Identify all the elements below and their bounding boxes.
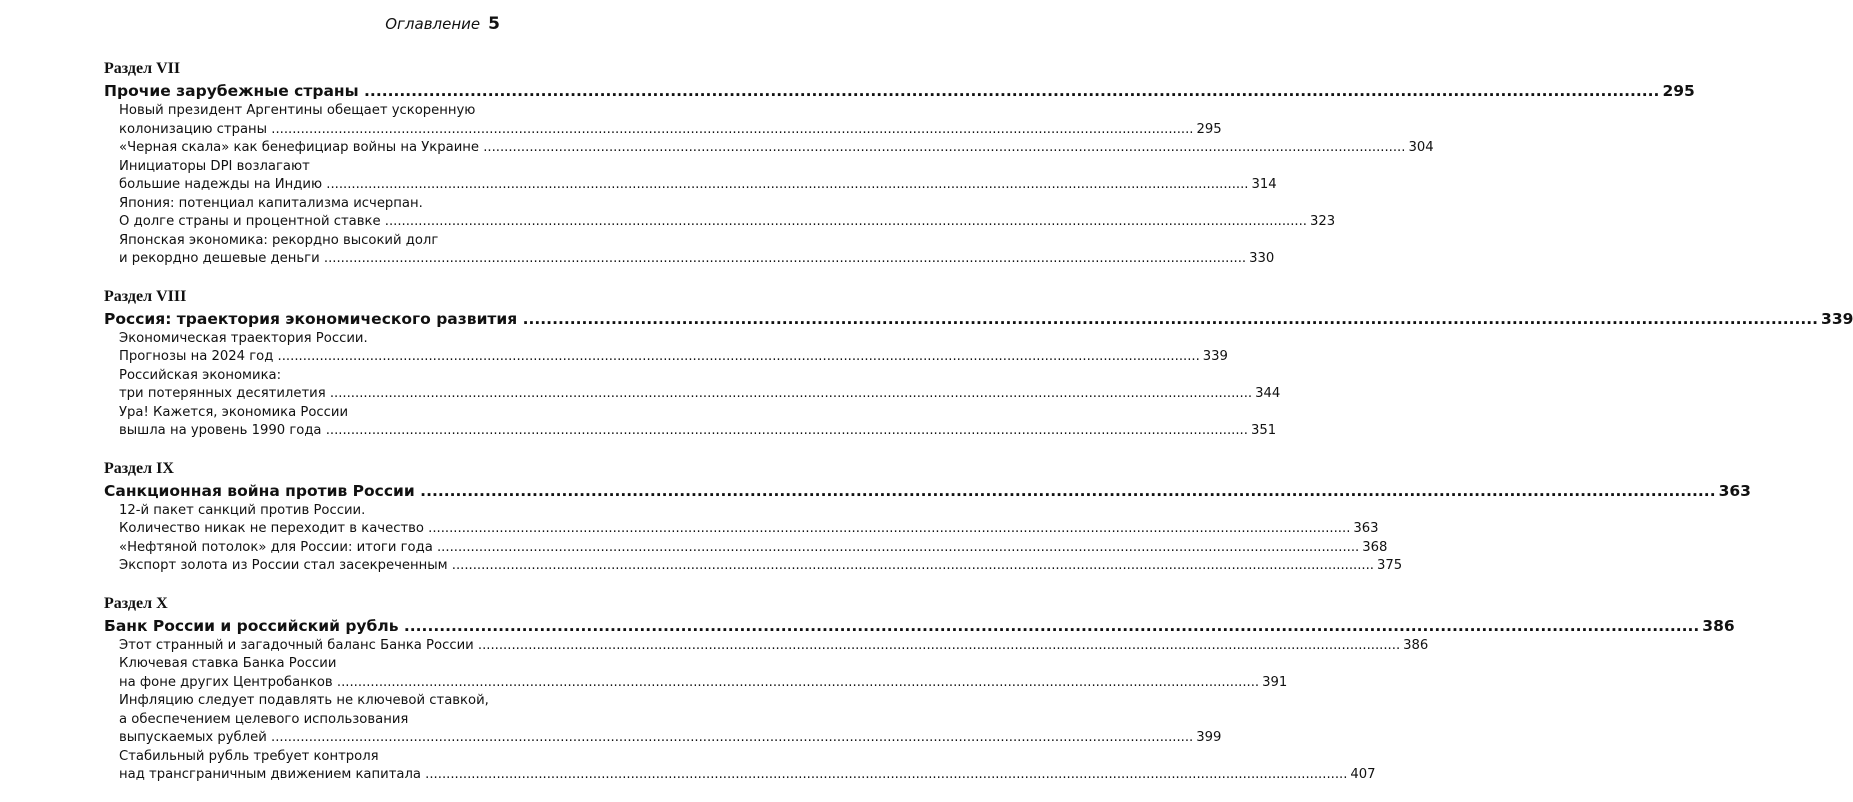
toc-entry[interactable] (104, 502, 1379, 539)
entry-page-number: 330 (1249, 251, 1275, 266)
running-title: Оглавление (385, 15, 481, 33)
toc-entry[interactable] (104, 557, 1403, 576)
entry-last-line-row (119, 557, 1403, 576)
toc-entry[interactable] (104, 139, 1434, 158)
entry-title-line: Экспорт золота из России стал засекреченным ..... (119, 557, 1374, 576)
entry-last-line-row (119, 385, 1281, 404)
section-title: Прочие зарубежные страны ..... (104, 80, 1659, 102)
entry-title-line: Новый президент Аргентины обещает ускоренную (119, 103, 476, 118)
entry-title-line: колонизацию страны ..... (119, 121, 1194, 140)
entry-title-line: на фоне других Центробанков ..... (119, 674, 1259, 693)
section-title-row[interactable] (104, 80, 1695, 102)
section-label: Раздел X (104, 594, 168, 612)
toc-entry[interactable] (104, 158, 1277, 195)
entry-last-line-row (119, 121, 1222, 140)
entry-title-line: и рекордно дешевые деньги ..... (119, 250, 1246, 269)
entry-title-line: 12-й пакет санкций против России. (119, 502, 366, 518)
entry-page-number: 295 (1196, 121, 1222, 137)
entry-last-line-row (119, 139, 1434, 158)
entry-page-number: 351 (1250, 423, 1277, 438)
toc-entry[interactable] (104, 232, 1275, 269)
section-page-number: 386 (1702, 616, 1735, 635)
entry-title-line: Прогнозы на 2024 год ..... (119, 348, 1200, 367)
section-label: Раздел VII (104, 60, 181, 77)
entry-last-line-row (119, 213, 1336, 232)
entry-last-line-row (119, 520, 1379, 539)
entry-page-number: 391 (1262, 674, 1288, 690)
section-page-number: 295 (1662, 82, 1695, 100)
section-title: Санкционная война против России ..... (104, 480, 1716, 502)
entry-page-number: 339 (1202, 349, 1228, 364)
entry-title-line: Стабильный рубль требует контроля (119, 748, 379, 764)
entry-last-line-row (119, 539, 1388, 558)
entry-title-line: Японская экономика: рекордно высокий долг (119, 232, 439, 248)
entry-title-line: а обеспечением целевого использования (119, 711, 409, 727)
page-number: 5 (488, 14, 500, 34)
entry-last-line-row (119, 250, 1275, 269)
running-head (385, 14, 500, 34)
toc-entry[interactable] (104, 539, 1388, 558)
toc-entry[interactable] (104, 692, 1222, 748)
section-title-row[interactable] (104, 615, 1735, 637)
entry-title-line: «Нефтяной потолок» для России: итоги года ..... (119, 539, 1359, 558)
entry-page-number: 323 (1310, 214, 1336, 229)
entry-title-line: Япония: потенциал капитализма исчерпан. (119, 195, 423, 211)
section-title-row[interactable] (104, 480, 1751, 502)
entry-last-line-row (119, 729, 1222, 748)
section-label: Раздел IX (104, 459, 174, 477)
entry-title-line: три потерянных десятилетия ..... (119, 385, 1252, 404)
entry-page-number: 304 (1408, 140, 1434, 155)
entry-title-line: «Черная скала» как бенефициар войны на Украине ..... (119, 139, 1405, 158)
toc-entry[interactable] (104, 195, 1336, 232)
entry-title-line: О долге страны и процентной ставке ..... (119, 213, 1307, 232)
entry-page-number: 363 (1353, 521, 1379, 536)
entry-last-line-row (119, 422, 1277, 441)
toc-section (104, 286, 1853, 441)
entry-title-line: Инициаторы DPI возлагают (119, 158, 310, 174)
entry-last-line-row (119, 766, 1376, 785)
entry-last-line-row (119, 637, 1429, 656)
entry-title-line: выпускаемых рублей ..... (119, 729, 1193, 748)
section-title: Банк России и российский рубль ..... (104, 615, 1699, 637)
entry-title-line: большие надежды на Индию ..... (119, 176, 1248, 195)
toc-entry[interactable] (104, 637, 1429, 656)
toc-entry[interactable] (104, 330, 1228, 367)
entry-last-line-row (119, 674, 1288, 693)
entry-title-line: над трансграничным движением капитала ..... (119, 766, 1347, 785)
toc-entry[interactable] (104, 655, 1288, 692)
entry-title-line: вышла на уровень 1990 года ..... (119, 422, 1248, 441)
entry-page-number: 399 (1196, 730, 1222, 745)
toc-entry[interactable] (104, 367, 1281, 404)
entry-title-line: Инфляцию следует подавлять не ключевой ставкой, (119, 693, 489, 708)
section-label: Раздел VIII (104, 287, 187, 305)
entry-page-number: 368 (1362, 539, 1388, 555)
entry-last-line-row (119, 348, 1228, 367)
toc-entry[interactable] (104, 748, 1376, 785)
entry-page-number: 407 (1350, 767, 1376, 782)
entry-title-line: Количество никак не переходит в качество ..... (119, 520, 1350, 539)
toc-entry[interactable] (104, 102, 1222, 139)
entry-page-number: 344 (1255, 386, 1281, 401)
toc-section (104, 458, 1751, 576)
entry-title-line: Экономическая траектория России. (119, 330, 368, 346)
entry-page-number: 314 (1251, 177, 1277, 192)
section-title-row[interactable] (104, 308, 1853, 330)
toc-section (104, 58, 1695, 269)
section-page-number: 363 (1718, 481, 1751, 500)
entry-page-number: 386 (1403, 637, 1429, 653)
entry-title-line: Ура! Кажется, экономика России (119, 404, 349, 420)
entry-title-line: Этот странный и загадочный баланс Банка России ..... (119, 637, 1400, 656)
entry-title-line: Ключевая ставка Банка России (119, 656, 337, 671)
section-title: Россия: траектория экономического развития ..... (104, 308, 1818, 330)
table-of-contents (104, 58, 1853, 802)
toc-entry[interactable] (104, 404, 1277, 441)
toc-section (104, 593, 1735, 785)
entry-page-number: 375 (1377, 558, 1403, 573)
entry-last-line-row (119, 176, 1277, 195)
section-page-number: 339 (1821, 309, 1853, 328)
entry-title-line: Российская экономика: (119, 367, 282, 383)
